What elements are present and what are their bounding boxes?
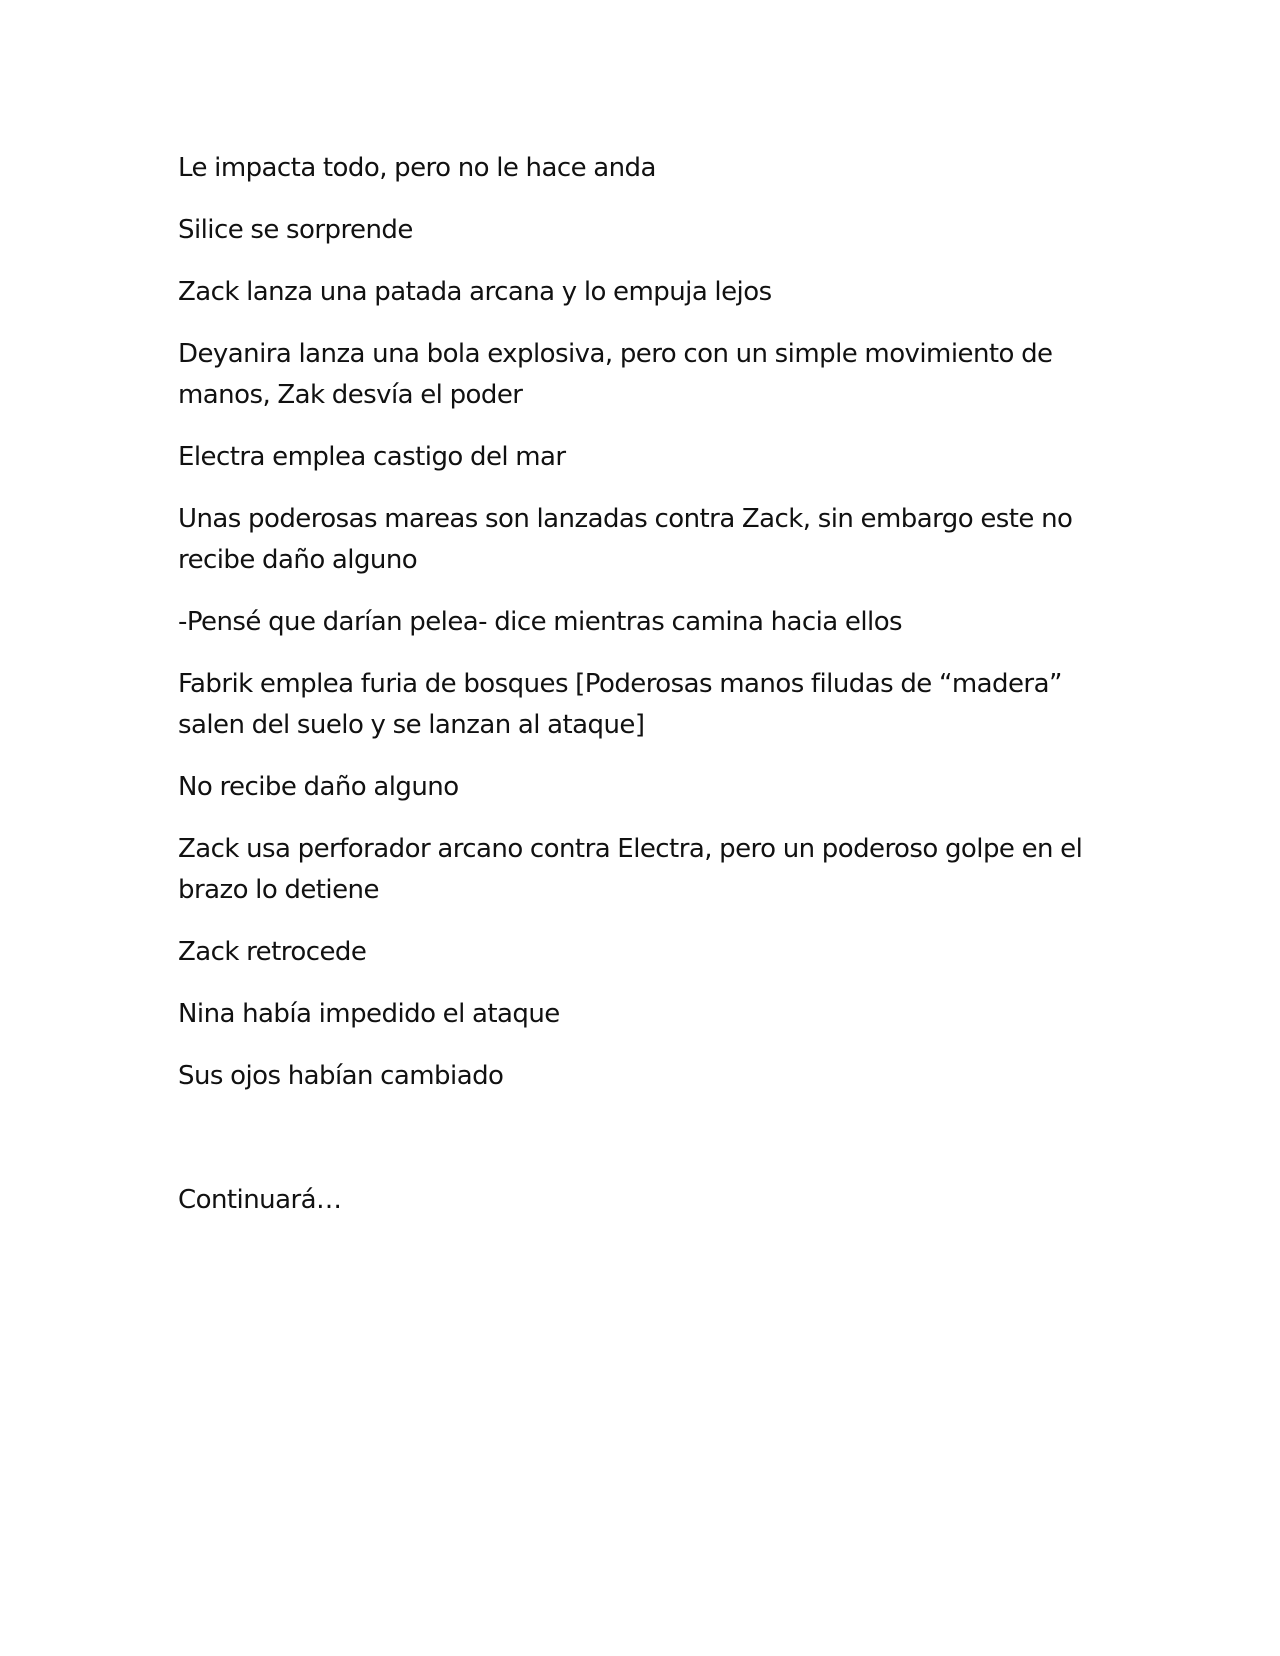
paragraph: Sus ojos habían cambiado (178, 1061, 504, 1091)
paragraph: Le impacta todo, pero no le hace anda (178, 153, 656, 183)
paragraph: No recibe daño alguno (178, 772, 459, 802)
paragraph: Deyanira lanza una bola explosiva, pero con un simple movimiento de manos, Zak desvía el poder (178, 339, 1053, 410)
paragraph: Nina había impedido el ataque (178, 999, 560, 1029)
paragraph: Zack usa perforador arcano contra Electra, pero un poderoso golpe en el brazo lo detiene (178, 834, 1083, 905)
paragraph: Zack lanza una patada arcana y lo empuja lejos (178, 277, 772, 307)
paragraph: Fabrik emplea furia de bosques [Poderosas manos filudas de “madera” salen del suelo y se lanzan al ataque] (178, 669, 1062, 740)
paragraph: Electra emplea castigo del mar (178, 442, 566, 472)
closing-line: Continuará… (178, 1185, 342, 1215)
document-body (178, 148, 1118, 1242)
paragraph: Zack retrocede (178, 937, 367, 967)
paragraph: Unas poderosas mareas son lanzadas contra Zack, sin embargo este no recibe daño alguno (178, 504, 1073, 575)
paragraph: Silice se sorprende (178, 215, 413, 245)
paragraph: -Pensé que darían pelea- dice mientras camina hacia ellos (178, 607, 903, 637)
